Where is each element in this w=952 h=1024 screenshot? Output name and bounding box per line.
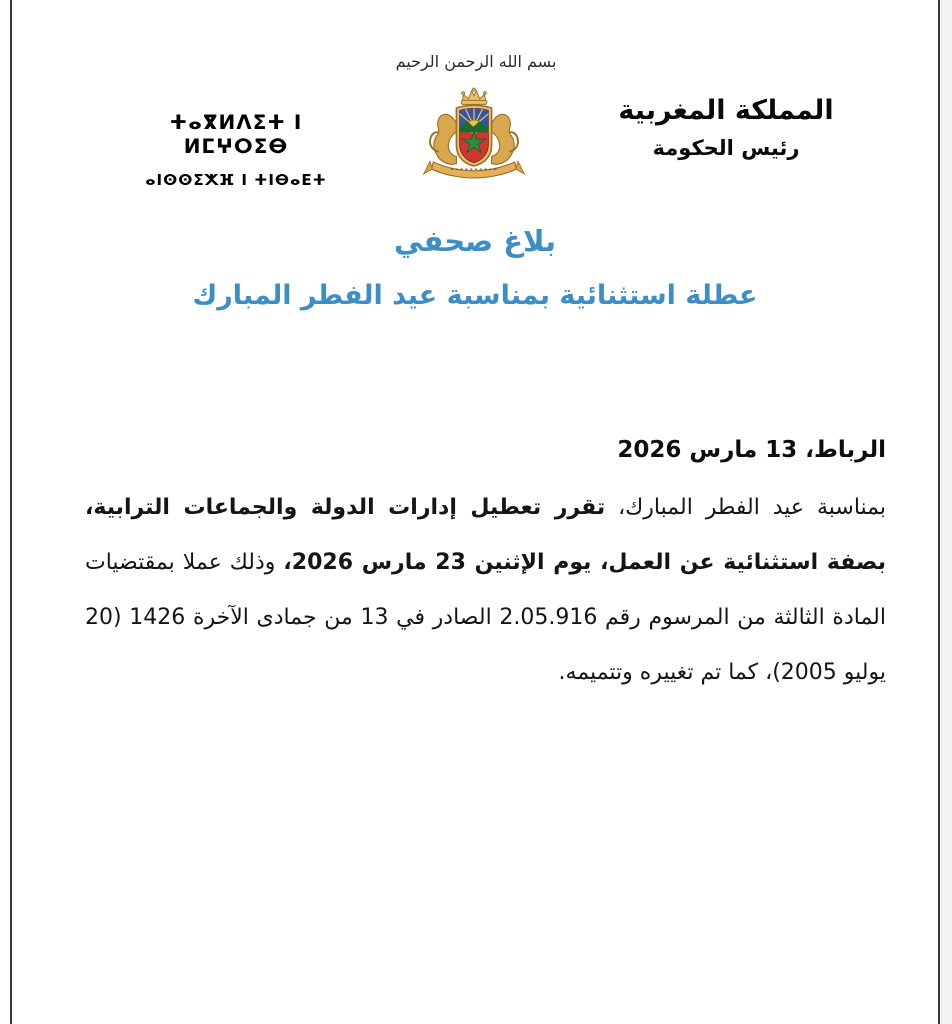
offpage-background — [941, 0, 952, 1024]
tifinagh-letterhead — [118, 110, 354, 189]
press-release-title: بلاغ صحفي — [394, 224, 556, 258]
press-release-subtitle: عطلة استثنائية بمناسبة عيد الفطر المبارك — [192, 280, 758, 311]
tifinagh-kingdom-line: ⵜⴰⴳⵍⴷⵉⵜ ⵏ ⵍⵎⵖⵔⵉⴱ — [169, 110, 303, 158]
body-segment-decision-bold: تقرر تعطيل إدارات الدولة والجماعات الترابية، بصفة استثنائية عن العمل، يوم الإثنين 23 مارس 2026، — [85, 495, 886, 575]
body-segment-intro: بمناسبة عيد الفطر المبارك، — [605, 495, 886, 520]
bismillah-calligraphy: بسم الله الرحمن الرحيم — [395, 52, 557, 71]
arabic-letterhead — [606, 94, 846, 160]
page-left-border — [10, 0, 12, 1024]
body-paragraph — [85, 480, 886, 700]
moroccan-coat-of-arms-icon — [414, 86, 534, 190]
page-right-border — [938, 0, 940, 1024]
body-segment-legal-basis: وذلك عملا بمقتضيات المادة الثالثة من المرسوم رقم 2.05.916 الصادر في 13 من جمادى الآخرة 1426 (20 يوليو 2005)، كما تم تغييره وتتميمه. — [85, 550, 886, 685]
dateline: الرباط، 13 مارس 2026 — [617, 437, 886, 463]
tifinagh-head-of-government-line: ⴰⵏⵙⵙⵉⵅⴼ ⵏ ⵜⵏⴱⴰⴹⵜ — [145, 171, 327, 189]
kingdom-of-morocco-calligraphy: المملكة المغربية — [618, 95, 834, 126]
head-of-government-calligraphy: رئيس الحكومة — [652, 135, 800, 160]
